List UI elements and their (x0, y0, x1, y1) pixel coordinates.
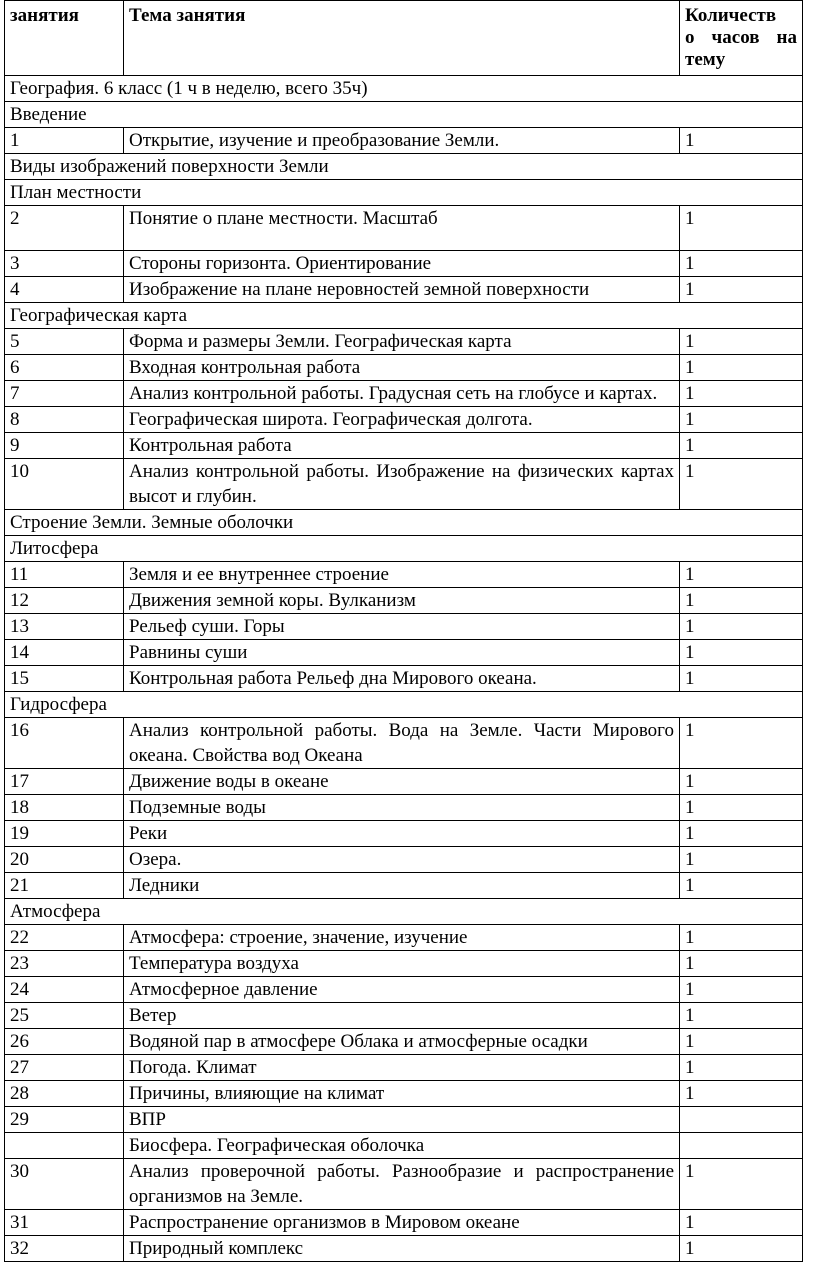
lesson-hours: 1 (680, 614, 803, 640)
section-title: Введение (5, 102, 803, 128)
lesson-hours: 1 (680, 206, 803, 251)
lesson-number: 20 (5, 847, 124, 873)
lesson-topic: Анализ проверочной работы. Разнообразие и распространение организмов на Земле. (124, 1159, 680, 1210)
header-topic: Тема занятия (124, 1, 680, 76)
lesson-row (5, 614, 803, 640)
lesson-row (5, 769, 803, 795)
lesson-topic: ВПР (124, 1107, 680, 1133)
lesson-hours: 1 (680, 1210, 803, 1236)
lesson-number: 24 (5, 977, 124, 1003)
lesson-number: 14 (5, 640, 124, 666)
lesson-hours: 1 (680, 951, 803, 977)
lesson-number: 15 (5, 666, 124, 692)
lesson-topic: Озера. (124, 847, 680, 873)
lesson-number: 28 (5, 1081, 124, 1107)
lesson-topic: Анализ контрольной работы. Градусная сеть на глобусе и картах. (124, 381, 680, 407)
lesson-hours: 1 (680, 666, 803, 692)
lesson-topic: Реки (124, 821, 680, 847)
lesson-row (5, 977, 803, 1003)
lesson-hours: 1 (680, 562, 803, 588)
lesson-topic: Равнины суши (124, 640, 680, 666)
lesson-topic: Подземные воды (124, 795, 680, 821)
lesson-hours: 1 (680, 1081, 803, 1107)
lesson-row (5, 433, 803, 459)
lesson-number: 1 (5, 128, 124, 154)
lesson-hours: 1 (680, 1159, 803, 1210)
lesson-topic: Распространение организмов в Мировом океане (124, 1210, 680, 1236)
lesson-topic: Причины, влияющие на климат (124, 1081, 680, 1107)
lesson-row (5, 206, 803, 251)
lesson-number: 6 (5, 355, 124, 381)
lesson-number: 27 (5, 1055, 124, 1081)
lesson-row (5, 329, 803, 355)
lesson-topic: Входная контрольная работа (124, 355, 680, 381)
lesson-hours: 1 (680, 795, 803, 821)
lesson-topic: Атмосферное давление (124, 977, 680, 1003)
lesson-topic: Географическая широта. Географическая долгота. (124, 407, 680, 433)
lesson-hours: 1 (680, 977, 803, 1003)
lesson-topic: Температура воздуха (124, 951, 680, 977)
lesson-row (5, 1029, 803, 1055)
section-title: Литосфера (5, 536, 803, 562)
lesson-number: 19 (5, 821, 124, 847)
lesson-number: 23 (5, 951, 124, 977)
lesson-row (5, 277, 803, 303)
lesson-topic: Стороны горизонта. Ориентирование (124, 251, 680, 277)
lesson-hours: 1 (680, 1055, 803, 1081)
lesson-hours: 1 (680, 381, 803, 407)
section-row (5, 180, 803, 206)
lesson-topic: Контрольная работа (124, 433, 680, 459)
lesson-topic: Земля и ее внутреннее строение (124, 562, 680, 588)
lesson-hours: 1 (680, 329, 803, 355)
lesson-number: 13 (5, 614, 124, 640)
lesson-hours: 1 (680, 251, 803, 277)
lesson-number: 3 (5, 251, 124, 277)
header-hours-line: Количеств (685, 5, 777, 26)
lesson-row (5, 1107, 803, 1133)
lesson-number: 12 (5, 588, 124, 614)
lesson-topic: Анализ контрольной работы. Изображение на физических картах высот и глубин. (124, 459, 680, 510)
section-row (5, 692, 803, 718)
lesson-number: 10 (5, 459, 124, 510)
lesson-number: 31 (5, 1210, 124, 1236)
lesson-row (5, 251, 803, 277)
document-page (4, 0, 802, 1262)
lesson-row (5, 1055, 803, 1081)
section-row (5, 102, 803, 128)
lesson-topic: Форма и размеры Земли. Географическая карта (124, 329, 680, 355)
lesson-topic: Ветер (124, 1003, 680, 1029)
lesson-number: 11 (5, 562, 124, 588)
lesson-number: 9 (5, 433, 124, 459)
lesson-number: 8 (5, 407, 124, 433)
lesson-row (5, 795, 803, 821)
lesson-hours: 1 (680, 433, 803, 459)
lesson-number (5, 1133, 124, 1159)
lesson-topic: Изображение на плане неровностей земной поверхности (124, 277, 680, 303)
lesson-number: 5 (5, 329, 124, 355)
lesson-number: 18 (5, 795, 124, 821)
lesson-number: 17 (5, 769, 124, 795)
lesson-topic: Анализ контрольной работы. Вода на Земле. Части Мирового океана. Свойства вод Океана (124, 718, 680, 769)
lesson-number: 26 (5, 1029, 124, 1055)
lesson-hours: 1 (680, 407, 803, 433)
section-row (5, 76, 803, 102)
lesson-topic: Контрольная работа Рельеф дна Мирового океана. (124, 666, 680, 692)
table-header-row (5, 1, 803, 76)
lesson-hours: 1 (680, 847, 803, 873)
lesson-topic: Природный комплекс (124, 1236, 680, 1262)
lesson-hours: 1 (680, 588, 803, 614)
lesson-hours: 1 (680, 1236, 803, 1262)
lesson-number: 2 (5, 206, 124, 251)
lesson-row (5, 459, 803, 510)
section-title: Строение Земли. Земные оболочки (5, 510, 803, 536)
section-title: Географическая карта (5, 303, 803, 329)
section-title: План местности (5, 180, 803, 206)
lesson-topic: Ледники (124, 873, 680, 899)
header-hours (680, 1, 803, 76)
header-lesson-number: занятия (5, 1, 124, 76)
section-row (5, 303, 803, 329)
lesson-row (5, 821, 803, 847)
lesson-topic: Атмосфера: строение, значение, изучение (124, 925, 680, 951)
lesson-row (5, 1081, 803, 1107)
section-title: Атмосфера (5, 899, 803, 925)
lesson-hours: 1 (680, 873, 803, 899)
lesson-topic: Движение воды в океане (124, 769, 680, 795)
lesson-row (5, 1003, 803, 1029)
lesson-row (5, 588, 803, 614)
lesson-hours: 1 (680, 1003, 803, 1029)
lesson-row (5, 1236, 803, 1262)
lesson-row (5, 666, 803, 692)
lesson-topic: Движения земной коры. Вулканизм (124, 588, 680, 614)
lesson-hours: 1 (680, 769, 803, 795)
section-row (5, 510, 803, 536)
lesson-hours: 1 (680, 925, 803, 951)
lesson-row (5, 128, 803, 154)
lesson-row (5, 562, 803, 588)
header-hours-line: тему (685, 49, 726, 70)
lesson-row (5, 381, 803, 407)
section-title: География. 6 класс (1 ч в неделю, всего 35ч) (5, 76, 803, 102)
lesson-hours (680, 1133, 803, 1159)
header-hours-line: о часов на (685, 27, 797, 48)
lesson-row (5, 847, 803, 873)
lesson-hours: 1 (680, 128, 803, 154)
section-title: Гидросфера (5, 692, 803, 718)
lesson-hours: 1 (680, 821, 803, 847)
section-row (5, 154, 803, 180)
lesson-topic: Биосфера. Географическая оболочка (124, 1133, 680, 1159)
lesson-topic: Рельеф суши. Горы (124, 614, 680, 640)
lesson-row (5, 355, 803, 381)
lesson-hours: 1 (680, 459, 803, 510)
lesson-number: 16 (5, 718, 124, 769)
lesson-row (5, 1159, 803, 1210)
lesson-row (5, 718, 803, 769)
lesson-row (5, 640, 803, 666)
lesson-number: 29 (5, 1107, 124, 1133)
lesson-row (5, 407, 803, 433)
table-body (5, 76, 803, 1262)
lesson-hours: 1 (680, 355, 803, 381)
lesson-hours: 1 (680, 277, 803, 303)
lesson-topic: Водяной пар в атмосфере Облака и атмосферные осадки (124, 1029, 680, 1055)
lesson-number: 21 (5, 873, 124, 899)
lesson-number: 25 (5, 1003, 124, 1029)
lesson-row (5, 951, 803, 977)
lesson-topic: Открытие, изучение и преобразование Земли. (124, 128, 680, 154)
lesson-row (5, 1210, 803, 1236)
lesson-topic: Понятие о плане местности. Масштаб (124, 206, 680, 251)
lesson-number: 7 (5, 381, 124, 407)
section-title: Виды изображений поверхности Земли (5, 154, 803, 180)
lesson-hours: 1 (680, 640, 803, 666)
lesson-topic: Погода. Климат (124, 1055, 680, 1081)
lesson-row (5, 1133, 803, 1159)
lesson-hours: 1 (680, 1029, 803, 1055)
lesson-number: 30 (5, 1159, 124, 1210)
lesson-hours (680, 1107, 803, 1133)
lesson-number: 32 (5, 1236, 124, 1262)
lesson-row (5, 873, 803, 899)
lesson-number: 22 (5, 925, 124, 951)
lesson-number: 4 (5, 277, 124, 303)
section-row (5, 536, 803, 562)
section-row (5, 899, 803, 925)
lesson-hours: 1 (680, 718, 803, 769)
curriculum-table (4, 0, 803, 1262)
lesson-row (5, 925, 803, 951)
